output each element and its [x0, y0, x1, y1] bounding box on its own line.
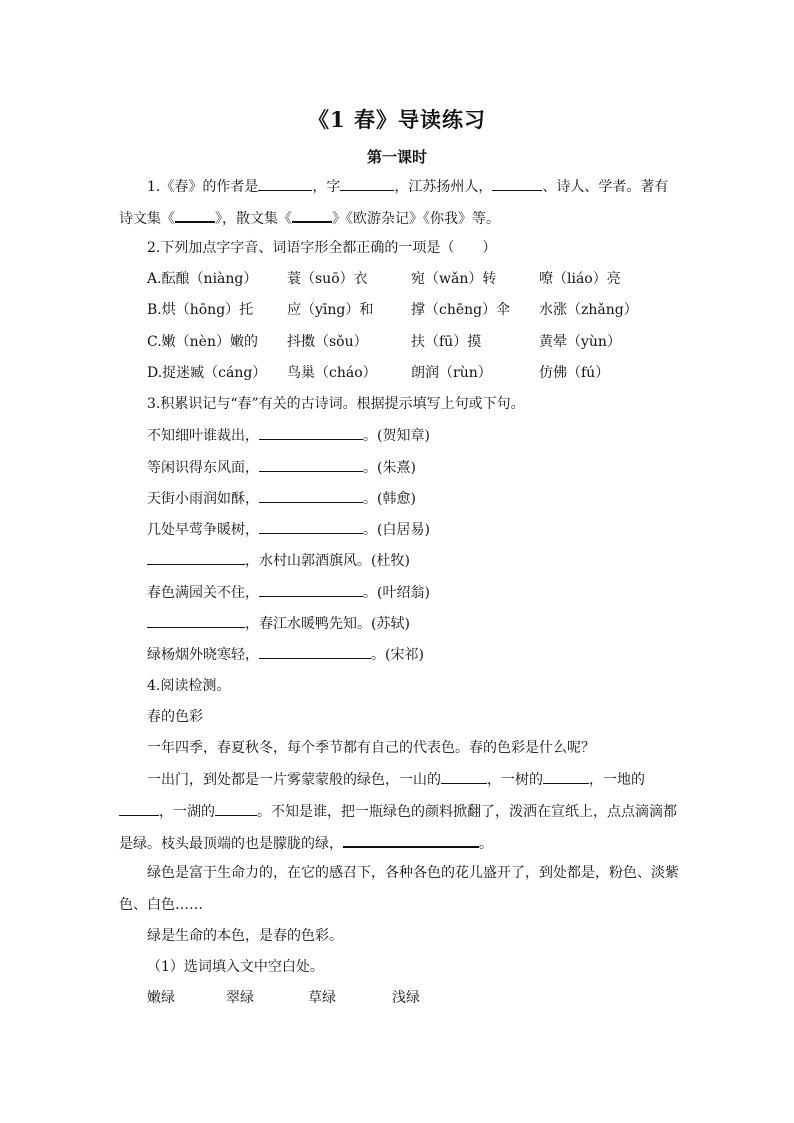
- q1-text-c: ，江苏扬州人，: [394, 179, 493, 195]
- q3-line-1-pre: 不知细叶谁裁出，: [147, 428, 259, 444]
- q3-stem: 3.积累识记与“春”有关的古诗词。根据提示填写上句或下句。: [147, 396, 525, 412]
- q3-line-3-post: 。(韩愈): [363, 491, 416, 507]
- q1-blank-poetry-collection[interactable]: [175, 207, 215, 223]
- q2-stem: 2.下列加点字字音、词语字形全都正确的一项是（ ）: [147, 240, 497, 256]
- q3-line-5-post: ，水村山郭酒旗风。(杜牧): [245, 553, 410, 569]
- q4-p2-text-c: ，一地的: [589, 772, 645, 788]
- q2-option-a-4: 嘹（liáo）亮: [539, 271, 621, 287]
- q3-line-5-blank[interactable]: [147, 550, 245, 565]
- q4-p2-text-d: ，一湖的: [159, 804, 215, 820]
- q1-blank-courtesy-name[interactable]: [340, 176, 394, 191]
- q4-passage-title: 春的色彩: [147, 709, 203, 725]
- q4-blank-lake[interactable]: [215, 801, 257, 816]
- q4-p2-text-e: 。不知是谁，把一瓶绿色的颜料掀翻了，泼洒在宣纸上，点点滴滴都: [257, 804, 677, 820]
- q4-p2-text-b: ，一树的: [487, 772, 543, 788]
- q4-blank-sentence[interactable]: [343, 832, 479, 848]
- q3-line-7: [147, 613, 410, 634]
- q3-line-3-pre: 天街小雨润如酥，: [147, 491, 259, 507]
- q4-p2-text-g: 。: [479, 836, 493, 852]
- page-title: 《1 春》导读练习: [308, 107, 486, 132]
- q2-option-d-4: 仿佛（fú）: [539, 365, 610, 381]
- q3-line-6-post: 。(叶绍翁): [363, 585, 430, 601]
- q2-option-c-3: 扶（fū）摸: [411, 334, 482, 350]
- q2-option-b-2: 应（yīng）和: [287, 302, 374, 318]
- q3-line-6: [147, 582, 430, 603]
- q3-line-7-post: ，春江水暖鸭先知。(苏轼): [245, 616, 410, 632]
- q1-text-a: 1.《春》的作者是: [147, 179, 259, 195]
- q2-option-c-2: 抖擞（sǒu）: [287, 334, 368, 350]
- q3-line-8-pre: 绿杨烟外晓寒轻，: [147, 647, 259, 663]
- q3-line-2-blank[interactable]: [259, 457, 363, 472]
- q4-paragraph-3-line-2: 色、白色……: [119, 897, 203, 913]
- q1-text-g: 》《欧游杂记》《你我》等。: [332, 211, 500, 227]
- q3-line-8-post: 。(宋祁): [371, 647, 424, 663]
- q2-option-a-2: 蓑（suō）衣: [287, 271, 368, 287]
- q2-option-d-1: D.捉迷臧（cáng）: [147, 365, 267, 381]
- q4-blank-ground[interactable]: [119, 801, 159, 816]
- q3-line-1-blank[interactable]: [259, 425, 363, 440]
- q1-blank-identity[interactable]: [492, 176, 542, 191]
- q4-word-option-1: 嫩绿: [147, 990, 175, 1006]
- q4-p2-text-f: 是绿。枝头最顶端的也是朦胧的绿，: [119, 836, 343, 852]
- q4-word-option-3: 草绿: [308, 990, 336, 1006]
- q3-line-1-post: 。(贺知章): [363, 428, 430, 444]
- q4-paragraph-2-line-2: [119, 801, 677, 822]
- q3-line-3: [147, 488, 416, 509]
- q1-text-e: 诗文集《: [119, 211, 175, 227]
- q4-paragraph-4: 绿是生命的本色，是春的色彩。: [147, 928, 343, 944]
- q1-blank-prose-collection[interactable]: [292, 207, 332, 223]
- q3-line-6-blank[interactable]: [259, 582, 363, 597]
- q1-blank-author[interactable]: [258, 176, 312, 191]
- q3-line-8: [147, 644, 424, 665]
- q1-line-1: [147, 176, 668, 197]
- q4-blank-tree[interactable]: [543, 769, 589, 784]
- q4-paragraph-1: 一年四季，春夏秋冬，每个季节都有自己的代表色。春的色彩是什么呢？: [147, 740, 595, 756]
- q3-line-8-blank[interactable]: [259, 644, 371, 659]
- q3-line-3-blank[interactable]: [259, 488, 363, 503]
- q4-paragraph-3-line-1: 绿色是富于生命力的，在它的感召下，各种各色的花儿盛开了，到处都是，粉色、淡紫: [147, 865, 679, 881]
- q3-line-2-post: 。(朱熹): [363, 460, 416, 476]
- q2-option-d-2: 鸟巢（cháo）: [287, 365, 377, 381]
- q4-stem: 4.阅读检测。: [147, 678, 231, 694]
- q1-text-b: ，字: [312, 179, 341, 195]
- q4-word-option-4: 浅绿: [392, 990, 420, 1006]
- q3-line-4-post: 。(白居易): [363, 522, 430, 538]
- q2-option-a-1: A.酝酿（niàng）: [147, 271, 258, 287]
- q2-option-d-3: 朗润（rùn）: [411, 365, 492, 381]
- q2-option-b-4: 水涨（zhǎng）: [539, 302, 638, 318]
- q1-text-d: 、诗人、学者。著有: [542, 179, 669, 195]
- q3-line-7-blank[interactable]: [147, 613, 245, 628]
- q4-p2-text-a: 一出门，到处都是一片雾蒙蒙般的绿色，一山的: [147, 772, 441, 788]
- q2-option-c-1: C.嫩（nèn）嫩的: [147, 334, 258, 350]
- q2-option-c-4: 黄晕（yùn）: [539, 334, 621, 350]
- q3-line-2-pre: 等闲识得东风面，: [147, 460, 259, 476]
- q2-option-b-1: B.烘（hōng）托: [147, 302, 254, 318]
- q1-line-2: [119, 207, 500, 229]
- page-subtitle: 第一课时: [366, 148, 427, 166]
- q2-option-a-3: 宛（wǎn）转: [411, 271, 497, 287]
- q3-line-6-pre: 春色满园关不住，: [147, 585, 259, 601]
- q3-line-4: [147, 519, 430, 540]
- q3-line-1: [147, 425, 430, 446]
- q4-blank-mountain[interactable]: [441, 769, 487, 784]
- q3-line-2: [147, 457, 416, 478]
- q2-option-b-3: 撑（chēng）伞: [411, 302, 511, 318]
- q3-line-4-pre: 几处早莺争暖树，: [147, 522, 259, 538]
- q4-word-option-2: 翠绿: [226, 990, 254, 1006]
- q3-line-4-blank[interactable]: [259, 519, 363, 534]
- q4-paragraph-2-line-1: [147, 769, 645, 790]
- q3-line-5: [147, 550, 410, 571]
- q4-sub-question-1: （1）选词填入文中空白处。: [147, 959, 324, 975]
- q4-paragraph-2-line-3: [119, 832, 493, 854]
- q1-text-f: 》，散文集《: [215, 211, 292, 227]
